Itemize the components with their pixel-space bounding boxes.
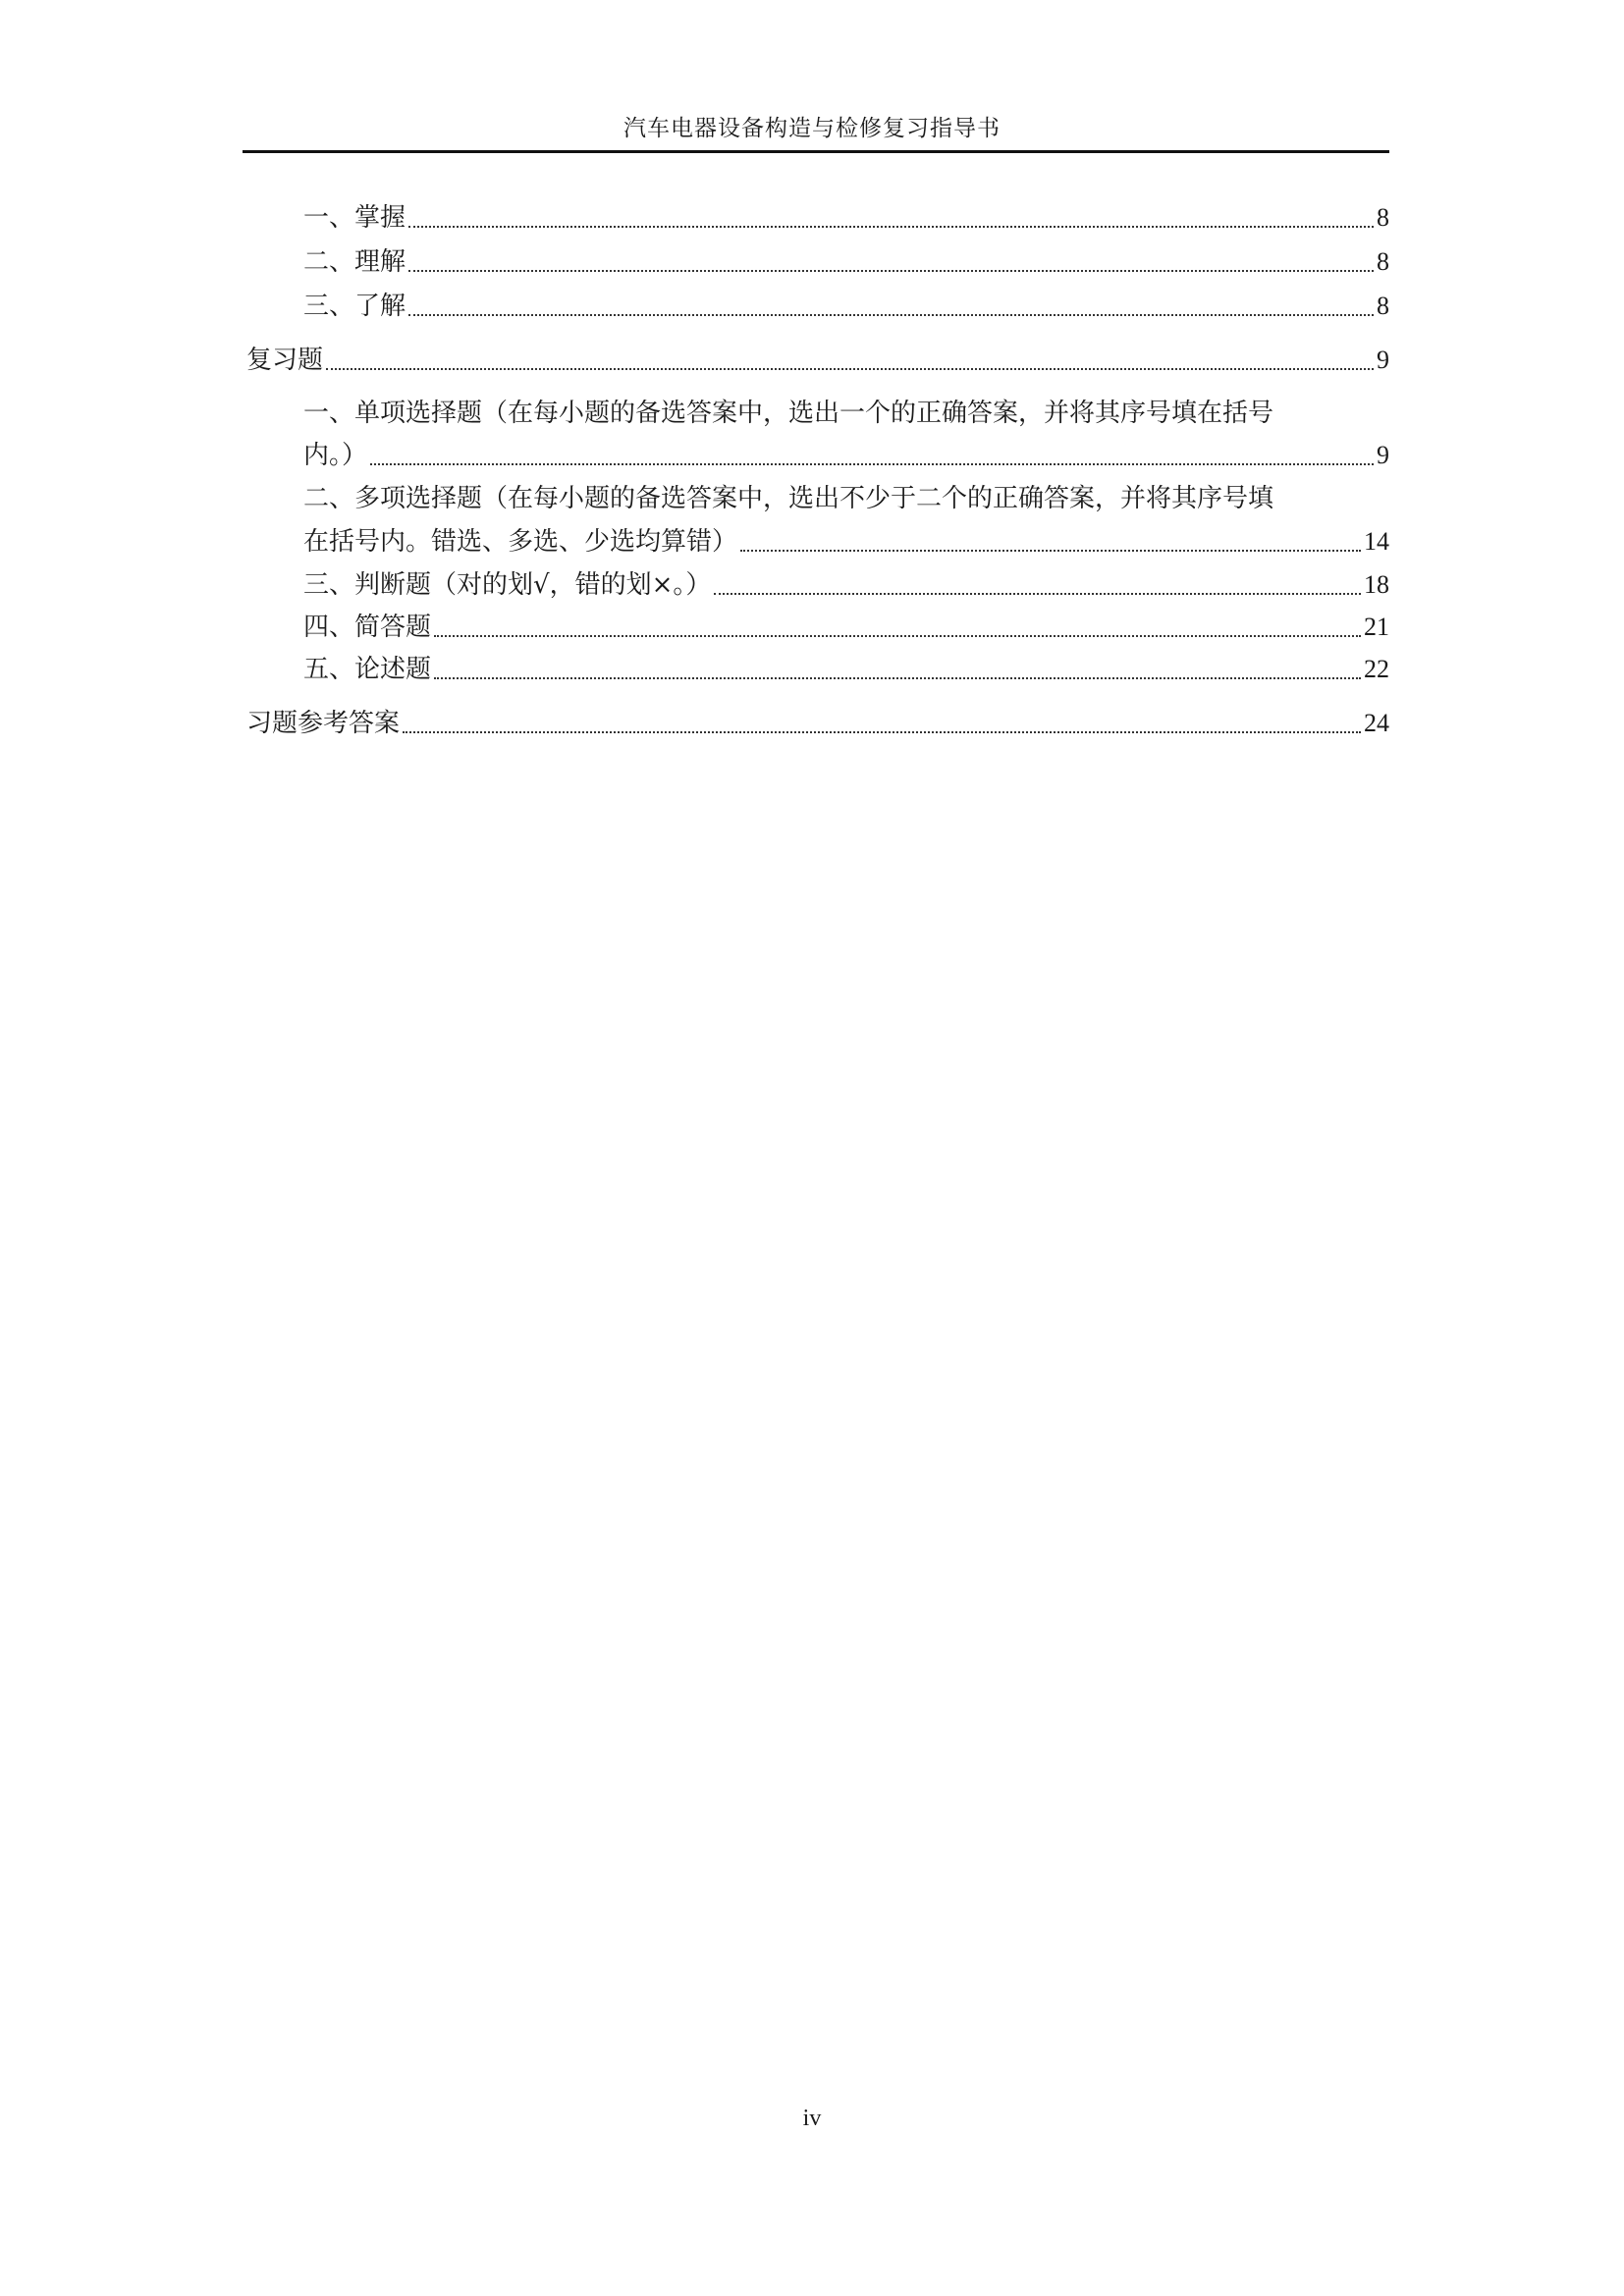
toc-page-number: 18: [1364, 570, 1389, 599]
toc-page-number: 22: [1364, 655, 1389, 683]
toc-entry-label: 五、论述题: [303, 655, 432, 684]
dot-leader: [408, 270, 1374, 272]
toc-page-number: 21: [1364, 613, 1389, 641]
toc-page-number: 24: [1364, 709, 1389, 737]
dot-leader: [408, 314, 1374, 316]
running-header-title: 汽车电器设备构造与检修复习指导书: [623, 116, 1001, 141]
toc-entry-label: 三、判断题（对的划√，错的划×。）: [303, 570, 712, 600]
toc-entry-label: 复习题: [246, 346, 324, 375]
toc-entry-lijie[interactable]: [303, 243, 1389, 281]
toc-page-number: 9: [1377, 441, 1389, 469]
toc-entry-label: 内。）: [303, 441, 368, 470]
dot-leader: [370, 463, 1374, 465]
toc-page-number: 8: [1377, 203, 1389, 232]
toc-entry-label: 四、简答题: [303, 613, 432, 642]
toc-entry-lunshu[interactable]: [303, 651, 1389, 688]
toc-entry-danxiang-line1[interactable]: 一、单项选择题（在每小题的备选答案中，选出一个的正确答案，并将其序号填在括号: [303, 399, 1274, 428]
dot-leader: [403, 731, 1361, 733]
dot-leader: [434, 635, 1361, 637]
toc-entry-label: 一、掌握: [303, 203, 406, 233]
toc-entry-liaojie[interactable]: [303, 288, 1389, 325]
toc-entry-panduan[interactable]: [303, 566, 1389, 604]
toc-entry-label: 在括号内。错选、多选、少选均算错）: [303, 527, 738, 557]
dot-leader: [740, 550, 1361, 552]
toc-entry-label: 二、理解: [303, 247, 406, 277]
toc-entry-label: 三、了解: [303, 292, 406, 321]
toc-entry-cankao[interactable]: [246, 705, 1389, 742]
toc-entry-label: 习题参考答案: [246, 709, 401, 738]
toc-page-number: 8: [1377, 247, 1389, 276]
toc-entry-zhangwo[interactable]: [303, 199, 1389, 237]
toc-page-number: 8: [1377, 292, 1389, 320]
dot-leader: [434, 677, 1361, 679]
toc-entry-duoxiang-line1[interactable]: 二、多项选择题（在每小题的备选答案中，选出不少于二个的正确答案，并将其序号填: [303, 484, 1274, 513]
toc-page-number: 14: [1364, 527, 1389, 556]
toc-entry-duoxiang[interactable]: [303, 523, 1389, 561]
dot-leader: [326, 368, 1374, 370]
toc-entry-danxiang[interactable]: [303, 437, 1389, 474]
dot-leader: [408, 226, 1374, 228]
toc-page-number: 9: [1377, 346, 1389, 374]
toc-entry-jianda[interactable]: [303, 609, 1389, 646]
toc-entry-fuxiti[interactable]: [246, 342, 1389, 379]
dot-leader: [714, 593, 1361, 595]
page-footer-number: iv: [802, 2106, 822, 2131]
